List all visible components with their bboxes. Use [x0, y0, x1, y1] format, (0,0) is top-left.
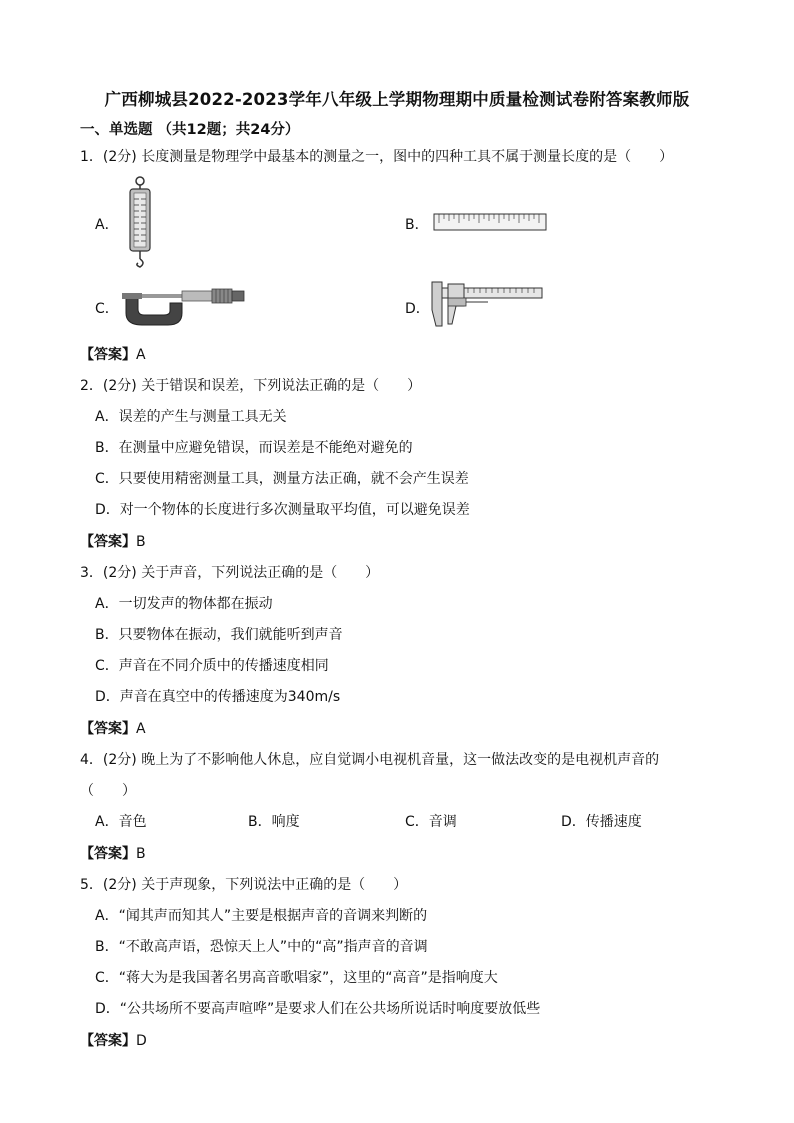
- q1-option-a-label: A．: [95, 217, 119, 233]
- answer-3: [80, 718, 146, 738]
- q2-option-d: D．对一个物体的长度进行多次测量取平均值，可以避免误差: [95, 502, 470, 518]
- q1-option-d-label: D．: [405, 301, 430, 317]
- answer-1: [80, 344, 146, 364]
- q3-option-b: B．只要物体在振动，我们就能听到声音: [95, 627, 343, 643]
- answer-value: A: [136, 347, 146, 363]
- answer-value: B: [136, 846, 146, 862]
- vernier-caliper-image: [428, 280, 546, 330]
- answer-label: 【答案】: [80, 347, 136, 363]
- question-4-stem: 4．(2分) 晚上为了不影响他人休息，应自觉调小电视机音量，这一做法改变的是电视机声音的: [80, 752, 660, 768]
- question-4-stem-cont: （ ）: [80, 783, 136, 799]
- q3-option-d: D．声音在真空中的传播速度为340m/s: [95, 689, 341, 705]
- q4-option-a: A．音色: [95, 814, 147, 830]
- q4-option-c: C．音调: [405, 814, 457, 830]
- question-3-stem: 3．(2分) 关于声音，下列说法正确的是（ ）: [80, 565, 380, 581]
- q5-option-a: A．“闻其声而知其人”主要是根据声音的音调来判断的: [95, 908, 428, 924]
- answer-value: B: [136, 534, 146, 550]
- answer-label: 【答案】: [80, 534, 136, 550]
- spring-balance-image: [120, 175, 160, 270]
- q5-option-d: D．“公共场所不要高声喧哗”是要求人们在公共场所说话时响度要放低些: [95, 1001, 541, 1017]
- section-heading: 一、单选题 （共12题；共24分）: [80, 122, 300, 138]
- q3-option-a: A．一切发声的物体都在振动: [95, 596, 273, 612]
- page-title: 广西柳城县2022-2023学年八年级上学期物理期中质量检测试卷附答案教师版: [104, 90, 690, 109]
- q1-option-c-label: C．: [95, 301, 119, 317]
- question-5-stem: 5．(2分) 关于声现象，下列说法中正确的是（ ）: [80, 877, 408, 893]
- q1-option-b-label: B．: [405, 217, 429, 233]
- answer-2: [80, 531, 146, 551]
- q2-option-b: B．在测量中应避免错误，而误差是不能绝对避免的: [95, 440, 413, 456]
- q5-option-c: C．“蒋大为是我国著名男高音歌唱家”，这里的“高音”是指响度大: [95, 970, 498, 986]
- question-2-stem: 2．(2分) 关于错误和误差，下列说法正确的是（ ）: [80, 378, 422, 394]
- answer-label: 【答案】: [80, 721, 136, 737]
- q2-option-c: C．只要使用精密测量工具，测量方法正确，就不会产生误差: [95, 471, 469, 487]
- answer-label: 【答案】: [80, 846, 136, 862]
- q4-option-d: D．传播速度: [561, 814, 642, 830]
- q2-option-a: A．误差的产生与测量工具无关: [95, 409, 287, 425]
- q4-option-b: B．响度: [248, 814, 300, 830]
- answer-label: 【答案】: [80, 1033, 136, 1049]
- micrometer-image: [120, 283, 248, 328]
- answer-4: [80, 843, 146, 863]
- ruler-image: [433, 212, 548, 232]
- answer-value: D: [136, 1033, 147, 1049]
- q5-option-b: B．“不敢高声语，恐惊天上人”中的“高”指声音的音调: [95, 939, 428, 955]
- answer-value: A: [136, 721, 146, 737]
- q3-option-c: C．声音在不同介质中的传播速度相同: [95, 658, 329, 674]
- answer-5: [80, 1030, 147, 1050]
- question-1-stem: 1．(2分) 长度测量是物理学中最基本的测量之一，图中的四种工具不属于测量长度的是（ ）: [80, 149, 674, 165]
